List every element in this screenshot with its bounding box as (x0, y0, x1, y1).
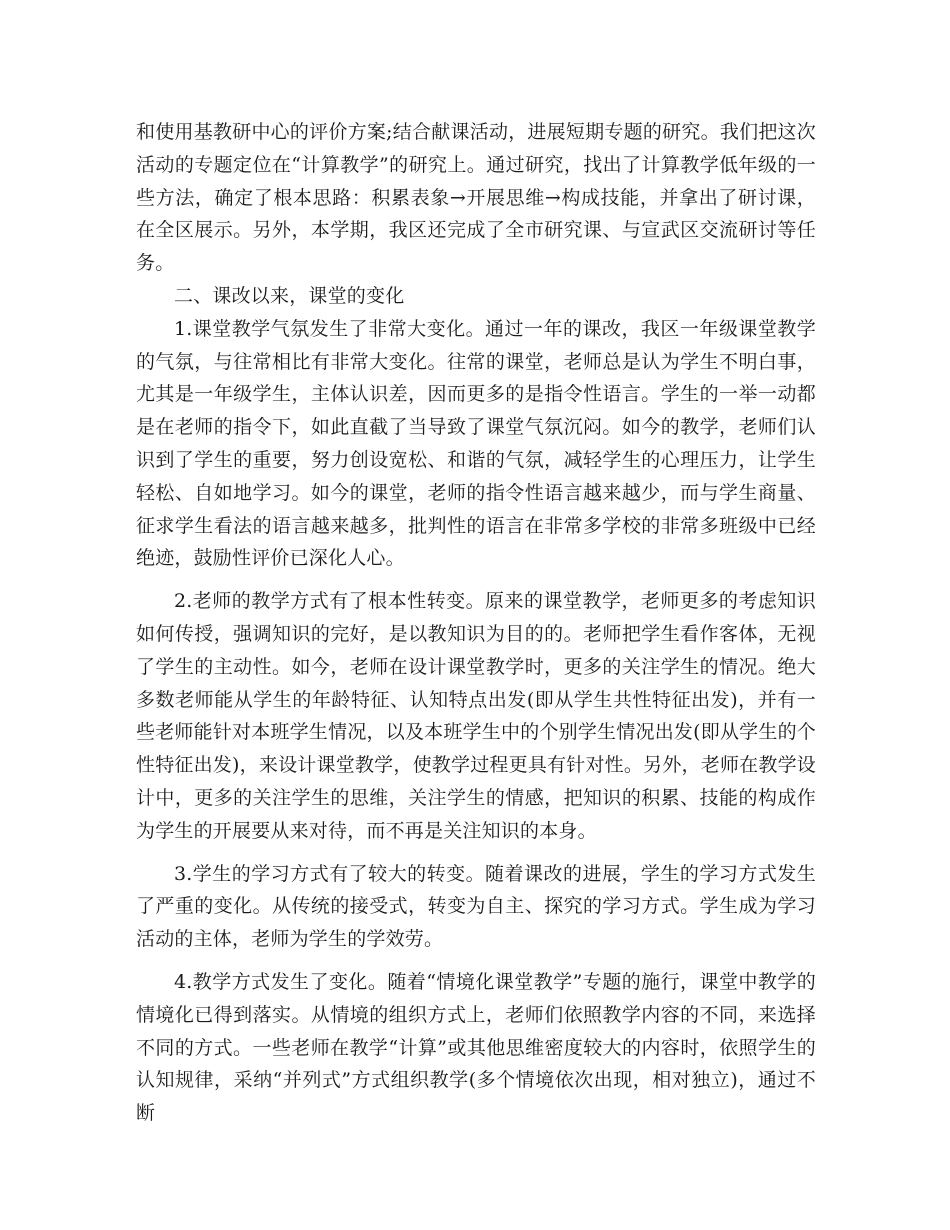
paragraph-item-1: 1.课堂教学气氛发生了非常大变化。通过一年的课改，我区一年级课堂教学的气氛，与往常相比有非常大变化。往常的课堂，老师总是认为学生不明白事，尤其是一年级学生，主体认识差，因而更多的是指令性语言。学生的一举一动都是在老师的指令下，如此直截了当导致了课堂气氛沉闷。如今的教学，老师们认识到了学生的重要，努力创设宽松、和谐的气氛，减轻学生的心理压力，让学生轻松、自如地学习。如今的课堂，老师的指令性语言越来越少，而与学生商量、征求学生看法的语言越来越多，批判性的语言在非常多学校的非常多班级中已经绝迹，鼓励性评价已深化人心。 (136, 317, 816, 570)
document-body (136, 116, 816, 1130)
paragraph-item-3: 3.学生的学习方式有了较大的转变。随着课改的进展，学生的学习方式发生了严重的变化。从传统的接受式，转变为自主、探究的学习方式。学生成为学习活动的主体，老师为学生的学效劳。 (136, 862, 816, 951)
paragraph-item-4: 4.教学方式发生了变化。随着“情境化课堂教学”专题的施行，课堂中教学的情境化已得到落实。从情境的组织方式上，老师们依照教学内容的不同，来选择不同的方式。一些老师在教学“计算”或其他思维密度较大的内容时，依照学生的认知规律，采纳“并列式”方式组织教学(多个情境依次出现，相对独立)，通过不断 (136, 970, 816, 1125)
paragraph-continuation: 和使用基教研中心的评价方案;结合献课活动，进展短期专题的研究。我们把这次活动的专题定位在“计算教学”的研究上。通过研究，找出了计算教学低年级的一些方法，确定了根本思路：积累表象→开展思维→构成技能，并拿出了研讨课，在全区展示。另外，本学期，我区还完成了全市研究课、与宣武区交流研讨等任务。 (136, 121, 816, 275)
paragraph-item-2: 2.老师的教学方式有了根本性转变。原来的课堂教学，老师更多的考虑知识如何传授，强调知识的完好，是以教知识为目的的。老师把学生看作客体，无视了学生的主动性。如今，老师在设计课堂教学时，更多的关注学生的情况。绝大多数老师能从学生的年龄特征、认知特点出发(即从学生共性特征出发)，并有一些老师能针对本班学生情况，以及本班学生中的个别学生情况出发(即从学生的个性特征出发)，来设计课堂教学，使教学过程更具有针对性。另外，老师在教学设计中，更多的关注学生的思维，关注学生的情感，把知识的积累、技能的构成作为学生的开展要从来对待，而不再是关注知识的本身。 (136, 590, 816, 842)
section-heading: 二、课改以来，课堂的变化 (174, 284, 405, 307)
